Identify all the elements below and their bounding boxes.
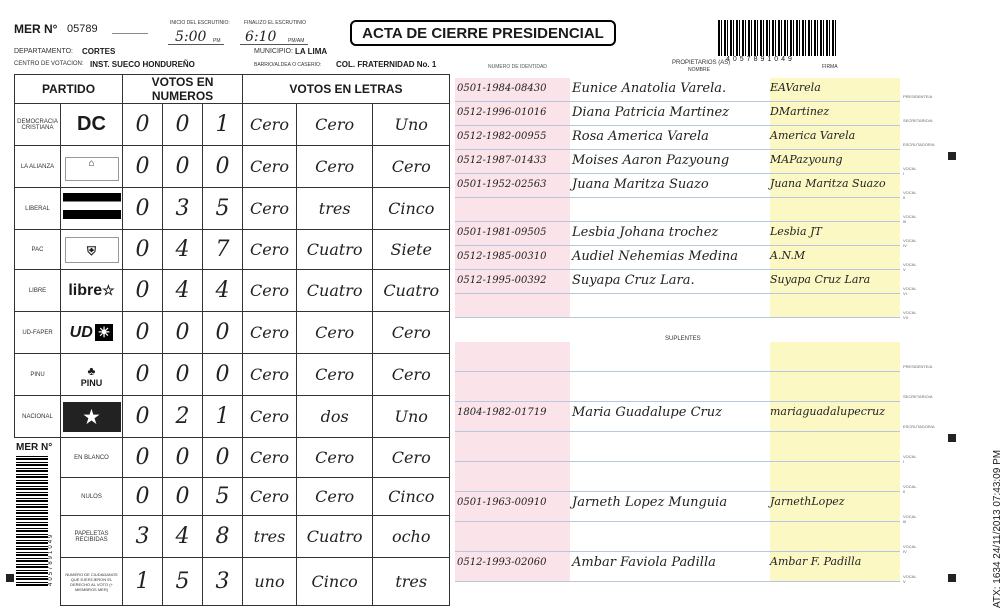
header-firma: FIRMA xyxy=(822,64,838,70)
header-propietarios: PROPIETARIOS (AS) xyxy=(672,60,731,66)
name-field: Maria Guadalupe Cruz xyxy=(572,405,722,420)
signature-field: A.N.M xyxy=(770,246,900,269)
total-row xyxy=(15,438,450,478)
finalizo-value: 6:10 xyxy=(245,29,277,45)
vote-word: Cero xyxy=(296,312,373,354)
propietarios-list xyxy=(455,78,935,320)
vocal-label: PRESIDENTE/A xyxy=(903,94,933,99)
suplente-row xyxy=(455,522,917,554)
total-word: Cero xyxy=(243,478,297,516)
party-name: NACIONAL xyxy=(15,396,61,438)
header-letras: VOTOS EN LETRAS xyxy=(243,75,450,104)
vocal-label: VOCAL V xyxy=(903,262,917,272)
name-field xyxy=(572,294,768,317)
votes-table xyxy=(14,74,450,606)
propietario-row xyxy=(455,78,933,102)
name-field: Audiel Nehemias Medina xyxy=(572,249,739,264)
vocal-label: VOCAL IV xyxy=(903,238,917,248)
dni-field: 1804-1982-01719 xyxy=(455,402,570,431)
total-name: PAPELETAS RECIBIDAS xyxy=(61,516,123,558)
signature-field xyxy=(770,342,900,371)
side-stamp: ATX: 1634 24/11/2013 07:43:09 PM xyxy=(992,449,1003,608)
dni-field xyxy=(455,342,570,371)
vote-word: Cinco xyxy=(373,188,450,230)
vote-digit: 4 xyxy=(163,230,203,270)
mer-label: MER N° xyxy=(14,22,58,36)
party-row xyxy=(15,354,450,396)
total-digit: 3 xyxy=(123,516,163,558)
mer-label-left: MER N° xyxy=(16,442,53,453)
inicio-line xyxy=(168,44,224,45)
inicio-value: 5:00 xyxy=(175,29,207,45)
total-name: NULOS xyxy=(61,478,123,516)
suplente-row xyxy=(455,402,935,432)
vocal-label: ESCRUTADOR/A xyxy=(903,424,935,429)
vote-digit: 0 xyxy=(123,104,163,146)
dni-field: 0501-1981-09505 xyxy=(455,222,570,245)
vote-word: Cero xyxy=(243,188,297,230)
document-title: ACTA DE CIERRE PRESIDENCIAL xyxy=(350,20,616,46)
suplente-row xyxy=(455,462,917,494)
vocal-label: VOCAL II xyxy=(903,484,917,494)
header-numeros: VOTOS EN NUMEROS xyxy=(123,75,243,104)
total-word: uno xyxy=(243,558,297,606)
name-field xyxy=(572,372,768,401)
dni-field: 0512-1993-02060 xyxy=(455,552,570,581)
name-field xyxy=(572,462,768,491)
alianza-flag-icon: ⌂ xyxy=(65,157,119,181)
total-word: Cero xyxy=(296,438,373,478)
name-field: Moises Aaron Pazyoung xyxy=(572,153,730,168)
signature-field xyxy=(770,522,900,551)
vote-word: Cero xyxy=(243,104,297,146)
vote-digit: 0 xyxy=(203,354,243,396)
total-digit: 3 xyxy=(203,558,243,606)
party-name: UD-FAPER xyxy=(15,312,61,354)
corner-mark-2 xyxy=(948,434,956,442)
vote-digit: 0 xyxy=(163,312,203,354)
star-icon: ☆ xyxy=(102,281,115,298)
vocal-label: VOCAL V xyxy=(903,574,917,584)
party-logo xyxy=(61,104,123,146)
vote-digit: 0 xyxy=(123,188,163,230)
vocal-label: VOCAL I xyxy=(903,454,917,464)
party-row xyxy=(15,146,450,188)
vote-digit: 0 xyxy=(123,312,163,354)
vote-word: Cero xyxy=(373,146,450,188)
municipio-value: LA LIMA xyxy=(295,47,328,56)
vote-digit: 0 xyxy=(123,230,163,270)
centro-label: CENTRO DE VOTACION: xyxy=(14,61,84,67)
mer-number: 05789 xyxy=(67,23,98,35)
vocal-label: VOCAL IV xyxy=(903,544,917,554)
pinu-logo: PINU xyxy=(80,377,103,388)
dni-field xyxy=(455,522,570,551)
signature-field: Juana Maritza Suazo xyxy=(770,174,900,197)
vote-word: Cero xyxy=(296,354,373,396)
propietario-row xyxy=(455,102,933,126)
signature-field: DMartinez xyxy=(770,102,900,125)
vote-digit: 2 xyxy=(163,396,203,438)
name-field: Diana Patricia Martinez xyxy=(572,105,729,120)
vocal-label: VOCAL II xyxy=(903,190,917,200)
total-word: Cero xyxy=(243,438,297,478)
centro-value: INST. SUECO HONDUREÑO xyxy=(90,60,195,69)
vocal-label: PRESIDENTE/A xyxy=(903,364,933,369)
liberal-flag-icon xyxy=(63,193,121,219)
total-word: ocho xyxy=(373,516,450,558)
vote-digit: 0 xyxy=(163,104,203,146)
signature-field xyxy=(770,198,900,221)
vote-word: Cero xyxy=(373,354,450,396)
vocal-label: SECRETARIO/A xyxy=(903,394,933,399)
party-row xyxy=(15,230,450,270)
party-name: PAC xyxy=(15,230,61,270)
vote-digit: 0 xyxy=(123,354,163,396)
left-barcode xyxy=(16,456,48,586)
party-row xyxy=(15,396,450,438)
header-dni: NUMERO DE IDENTIDAD xyxy=(488,64,547,70)
propietario-row xyxy=(455,294,917,320)
party-row xyxy=(15,312,450,354)
total-digit: 0 xyxy=(123,438,163,478)
barrio-value: COL. FRATERNIDAD No. 1 xyxy=(336,60,437,69)
name-field: Juana Maritza Suazo xyxy=(572,177,709,192)
sun-icon: ☀ xyxy=(95,324,114,341)
total-word: Cero xyxy=(373,438,450,478)
total-row xyxy=(15,516,450,558)
party-name: LIBRE xyxy=(15,270,61,312)
propietario-row xyxy=(455,270,917,296)
vote-word: Cero xyxy=(243,270,297,312)
header-nombre: NOMBRE xyxy=(688,67,710,73)
vote-digit: 4 xyxy=(203,270,243,312)
vote-word: Cero xyxy=(243,354,297,396)
dni-field xyxy=(455,462,570,491)
inicio-label: INICIO DEL ESCRUTINIO: xyxy=(170,20,230,26)
suplente-row xyxy=(455,432,917,464)
total-name: NUMERO DE CIUDADANOS QUE EJERCIERON EL DERECHO AL VOTO (+ MIEMBROS MER) xyxy=(61,558,123,606)
vote-word: Cero xyxy=(373,312,450,354)
vote-word: Cuatro xyxy=(296,270,373,312)
party-row xyxy=(15,270,450,312)
dni-field: 0512-1982-00955 xyxy=(455,126,570,149)
signature-field: JarnethLopez xyxy=(770,492,900,521)
vote-digit: 5 xyxy=(203,188,243,230)
municipio-label: MUNICIPIO: xyxy=(254,48,293,55)
vote-digit: 0 xyxy=(203,312,243,354)
party-logo xyxy=(61,146,123,188)
party-logo xyxy=(61,188,123,230)
name-field: Suyapa Cruz Lara. xyxy=(572,273,695,288)
total-digit: 0 xyxy=(123,478,163,516)
tree-icon: ♣ xyxy=(87,363,96,378)
vote-digit: 0 xyxy=(163,146,203,188)
propietario-row xyxy=(455,174,917,200)
vote-digit: 1 xyxy=(203,396,243,438)
vocal-label: ESCRUTADOR/A xyxy=(903,142,935,147)
vote-word: Cero xyxy=(243,146,297,188)
total-row xyxy=(15,478,450,516)
dni-field: 0501-1952-02563 xyxy=(455,174,570,197)
total-row xyxy=(15,558,450,606)
dni-field: 0501-1984-08430 xyxy=(455,78,570,101)
top-barcode xyxy=(718,20,836,56)
total-digit: 1 xyxy=(123,558,163,606)
propietario-row xyxy=(455,150,917,176)
total-digit: 4 xyxy=(163,516,203,558)
vocal-label: SECRETARIO/A xyxy=(903,118,933,123)
name-field: Lesbia Johana trochez xyxy=(572,225,719,240)
suplente-row xyxy=(455,492,917,524)
party-logo xyxy=(61,354,123,396)
vote-word: tres xyxy=(296,188,373,230)
total-digit: 0 xyxy=(163,478,203,516)
vote-digit: 0 xyxy=(203,146,243,188)
name-field xyxy=(572,432,768,461)
name-field: Jarneth Lopez Munguia xyxy=(572,495,728,510)
signature-field: MAPazyoung xyxy=(770,150,900,173)
party-logo xyxy=(61,270,123,312)
signature-field: Ambar F. Padilla xyxy=(770,552,900,581)
party-name: DEMOCRACIA CRISTIANA xyxy=(15,104,61,146)
party-row xyxy=(15,104,450,146)
signature-field: Suyapa Cruz Lara xyxy=(770,270,900,293)
propietario-row xyxy=(455,198,917,224)
name-field: Ambar Faviola Padilla xyxy=(572,555,716,570)
dni-field xyxy=(455,372,570,401)
total-digit: 5 xyxy=(203,478,243,516)
vote-word: Cero xyxy=(243,230,297,270)
finalizo-line xyxy=(240,44,308,45)
header-partido: PARTIDO xyxy=(15,75,123,104)
party-logo xyxy=(61,396,123,438)
cne-logo xyxy=(112,20,148,34)
propietario-row xyxy=(455,222,917,248)
total-name: EN BLANCO xyxy=(61,438,123,478)
departamento-label: DEPARTAMENTO: xyxy=(14,48,73,55)
name-field xyxy=(572,522,768,551)
total-digit: 0 xyxy=(203,438,243,478)
vocal-label: VOCAL VII xyxy=(903,310,917,320)
dni-field: 0512-1995-00392 xyxy=(455,270,570,293)
dni-field xyxy=(455,432,570,461)
party-name: LIBERAL xyxy=(15,188,61,230)
vote-word: Cero xyxy=(243,396,297,438)
dni-field: 0512-1985-00310 xyxy=(455,246,570,269)
libre-logo: libre xyxy=(68,281,103,299)
vote-digit: 0 xyxy=(123,396,163,438)
party-row xyxy=(15,188,450,230)
signature-field xyxy=(770,462,900,491)
suplente-row xyxy=(455,372,933,402)
vote-digit: 0 xyxy=(123,270,163,312)
vote-word: Cuatro xyxy=(373,270,450,312)
corner-mark-1 xyxy=(948,152,956,160)
vote-word: Cuatro xyxy=(296,230,373,270)
vote-word: Cero xyxy=(243,312,297,354)
total-word: Cuatro xyxy=(296,516,373,558)
signature-field: mariaguadalupecruz xyxy=(770,402,900,431)
pac-shield-icon: ⛨ xyxy=(65,237,119,263)
vote-word: Cero xyxy=(296,104,373,146)
total-digit: 5 xyxy=(163,558,203,606)
signature-field: Lesbia JT xyxy=(770,222,900,245)
vocal-label: VOCAL III xyxy=(903,214,917,224)
total-word: Cinco xyxy=(373,478,450,516)
finalizo-pm: PM/AM xyxy=(288,38,305,44)
left-barcode-number: 4057891049 xyxy=(48,532,54,586)
total-word: tres xyxy=(373,558,450,606)
party-name: LA ALIANZA xyxy=(15,146,61,188)
dni-field xyxy=(455,198,570,221)
party-logo xyxy=(61,312,123,354)
total-word: tres xyxy=(243,516,297,558)
vote-digit: 0 xyxy=(163,354,203,396)
suplente-row xyxy=(455,342,933,372)
signature-field: America Varela xyxy=(770,126,900,149)
party-logo xyxy=(61,230,123,270)
vote-digit: 7 xyxy=(203,230,243,270)
vote-digit: 1 xyxy=(203,104,243,146)
vote-word: Cero xyxy=(296,146,373,188)
propietario-row xyxy=(455,126,935,150)
corner-mark-3 xyxy=(6,574,14,582)
name-field xyxy=(572,342,768,371)
vote-digit: 3 xyxy=(163,188,203,230)
name-field: Rosa America Varela xyxy=(572,129,709,144)
signature-field: EAVarela xyxy=(770,78,900,101)
vote-word: dos xyxy=(296,396,373,438)
suplentes-list xyxy=(455,342,935,584)
name-field: Eunice Anatolia Varela. xyxy=(572,81,727,96)
dni-field xyxy=(455,294,570,317)
finalizo-label: FINALIZO EL ESCRUTINIO xyxy=(244,20,307,26)
total-digit: 8 xyxy=(203,516,243,558)
dni-field: 0501-1963-00910 xyxy=(455,492,570,521)
vote-word: Uno xyxy=(373,396,450,438)
propietario-row xyxy=(455,246,917,272)
inicio-pm: PM xyxy=(213,38,221,44)
vote-word: Siete xyxy=(373,230,450,270)
corner-mark-4 xyxy=(948,574,956,582)
ud-logo: UD xyxy=(69,323,93,341)
total-digit: 0 xyxy=(163,438,203,478)
dni-field: 0512-1987-01433 xyxy=(455,150,570,173)
header-suplentes: SUPLENTES xyxy=(665,336,701,342)
dni-field: 0512-1996-01016 xyxy=(455,102,570,125)
signature-field xyxy=(770,372,900,401)
name-field xyxy=(572,198,768,221)
vocal-label: VOCAL I xyxy=(903,166,917,176)
top-barcode-number: 4057891049 xyxy=(726,56,795,63)
signature-field xyxy=(770,432,900,461)
signature-field xyxy=(770,294,900,317)
total-word: Cero xyxy=(296,478,373,516)
vocal-label: VOCAL III xyxy=(903,514,917,524)
party-name: PINU xyxy=(15,354,61,396)
dc-logo: DC xyxy=(77,113,106,135)
departamento-value: CORTES xyxy=(82,47,116,56)
nacional-star-icon: ★ xyxy=(63,402,121,432)
suplente-row xyxy=(455,552,917,584)
vote-digit: 0 xyxy=(123,146,163,188)
total-word: Cinco xyxy=(296,558,373,606)
vote-digit: 4 xyxy=(163,270,203,312)
vocal-label: VOCAL VI xyxy=(903,286,917,296)
barrio-label: BARRIO/ALDEA O CASERIO: xyxy=(254,62,322,68)
vote-word: Uno xyxy=(373,104,450,146)
